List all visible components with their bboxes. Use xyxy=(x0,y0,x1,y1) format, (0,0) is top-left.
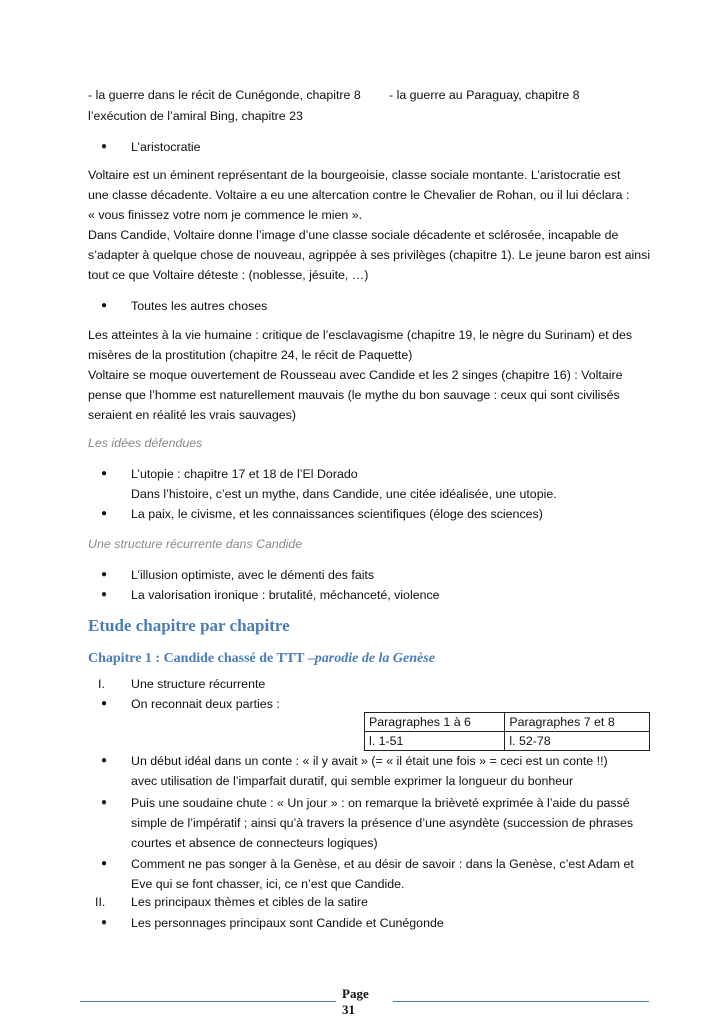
bullet-genese-line: Comment ne pas songer à la Genèse, et au désir de savoir : dans la Genèse, c’est Adam et xyxy=(131,857,634,871)
bullet-chute-line: simple de l’impératif ; ainsi qu’à travers la présence d’une asyndète (succession de phrases xyxy=(131,816,634,830)
chapter-subtitle: parodie de la Genèse xyxy=(314,651,435,666)
chapter-title: Chapitre 1 : Candide chassé de TTT – xyxy=(88,651,315,666)
paragraph-line: Voltaire est un éminent représentant de la bourgeoisie, classe sociale montante. L’aristocratie est xyxy=(88,168,621,182)
bullet-paix: La paix, le civisme, et les connaissances scientifiques (éloge des sciences) xyxy=(131,507,543,521)
table-row xyxy=(365,732,650,751)
bullet-icon: ● xyxy=(101,589,108,600)
page-number xyxy=(342,986,369,1018)
table-cell: Paragraphes 7 et 8 xyxy=(505,713,650,732)
bullet-chute-line: Puis une soudaine chute : « Un jour » : on remarque la brièveté exprimée à l’aide du passé xyxy=(131,796,630,810)
footer-rule-left xyxy=(80,1001,336,1002)
bullet-icon: ● xyxy=(101,755,108,766)
bullet-icon: ● xyxy=(101,508,108,519)
roman-numeral-1: I. xyxy=(98,677,105,691)
bullet-chute-line: courtes et absence de connecteurs logiques) xyxy=(131,836,378,850)
bullet-autres: Toutes les autres choses xyxy=(131,299,268,313)
bullet-aristocratie: L’aristocratie xyxy=(131,140,201,154)
table-row xyxy=(365,713,650,732)
footer-rule-right xyxy=(393,1001,649,1002)
paragraph-line: Dans Candide, Voltaire donne l’image d’une classe sociale décadente et sclérosée, incapable de xyxy=(88,228,619,242)
bullet-debut-line: Un début idéal dans un conte : « il y avait » (= « il était une fois » = ceci est un conte !!) xyxy=(131,754,608,768)
page-number-value: 31 xyxy=(342,1002,355,1017)
bullet-icon: ● xyxy=(101,917,108,928)
paragraph-line: seraient en réalité les vrais sauvages) xyxy=(88,408,296,422)
paragraph-line: « vous finissez votre nom je commence le mien ». xyxy=(88,208,363,222)
bullet-icon: ● xyxy=(101,698,108,709)
bullet-utopie-cont: Dans l’histoire, c’est un mythe, dans Candide, une citée idéalisée, une utopie. xyxy=(131,487,557,501)
section-heading: Etude chapitre par chapitre xyxy=(88,616,290,635)
paragraph-line: Les atteintes à la vie humaine : critique de l’esclavagisme (chapitre 19, le nègre du Surinam) et des xyxy=(88,328,633,342)
subtitle-structure: Une structure récurrente dans Candide xyxy=(88,537,303,551)
bullet-icon: ● xyxy=(101,797,108,808)
page-label: Page xyxy=(342,986,369,1001)
bullet-icon: ● xyxy=(101,300,108,311)
subtitle-idees: Les idées défendues xyxy=(88,436,203,450)
bullet-personnages: Les personnages principaux sont Candide et Cunégonde xyxy=(131,916,444,930)
table-cell: l. 52-78 xyxy=(505,732,650,751)
roman-item-2: Les principaux thèmes et cibles de la satire xyxy=(131,895,368,909)
roman-item-1: Une structure récurrente xyxy=(131,677,266,691)
bullet-deux-parties: On reconnait deux parties : xyxy=(131,697,280,711)
table-cell: Paragraphes 1 à 6 xyxy=(365,713,505,732)
paragraphs-table xyxy=(364,712,650,751)
bullet-valorisation: La valorisation ironique : brutalité, méchanceté, violence xyxy=(131,588,440,602)
bullet-utopie: L’utopie : chapitre 17 et 18 de l’El Dorado xyxy=(131,467,358,481)
paragraph-line: tout ce que Voltaire déteste : (noblesse, jésuite, …) xyxy=(88,268,369,282)
bullet-icon: ● xyxy=(101,141,108,152)
table-cell: l. 1-51 xyxy=(365,732,505,751)
bullet-icon: ● xyxy=(101,858,108,869)
bullet-illusion: L’illusion optimiste, avec le démenti des faits xyxy=(131,568,375,582)
bullet-icon: ● xyxy=(101,468,108,479)
paragraph-line: misères de la prostitution (chapitre 24, le récit de Paquette) xyxy=(88,348,413,362)
roman-numeral-2: II. xyxy=(95,895,106,909)
paragraph-line: une classe décadente. Voltaire a eu une altercation contre le Chevalier de Rohan, ou il lui déclara : xyxy=(88,188,630,202)
paragraph-line: pense que l’homme est naturellement mauvais (le mythe du bon sauvage : ceux qui sont civilisés xyxy=(88,388,620,402)
intro-line-2: l’exécution de l’amiral Bing, chapitre 23 xyxy=(88,109,303,123)
intro-line-1-left: - la guerre dans le récit de Cunégonde, chapitre 8 xyxy=(88,88,361,102)
bullet-icon: ● xyxy=(101,569,108,580)
paragraph-line: s’adapter à quelque chose de nouveau, agrippée à ses privilèges (chapitre 1). Le jeune baron est ainsi xyxy=(88,248,651,262)
bullet-genese-line: Eve qui se font chasser, ici, ce n’est que Candide. xyxy=(131,877,405,891)
intro-line-1-right: - la guerre au Paraguay, chapitre 8 xyxy=(389,88,580,102)
paragraph-line: Voltaire se moque ouvertement de Rousseau avec Candide et les 2 singes (chapitre 16) : Voltaire xyxy=(88,368,623,382)
chapter-heading xyxy=(88,651,435,667)
bullet-debut-line: avec utilisation de l’imparfait duratif, qui semble exprimer la longueur du bonheur xyxy=(131,774,574,788)
